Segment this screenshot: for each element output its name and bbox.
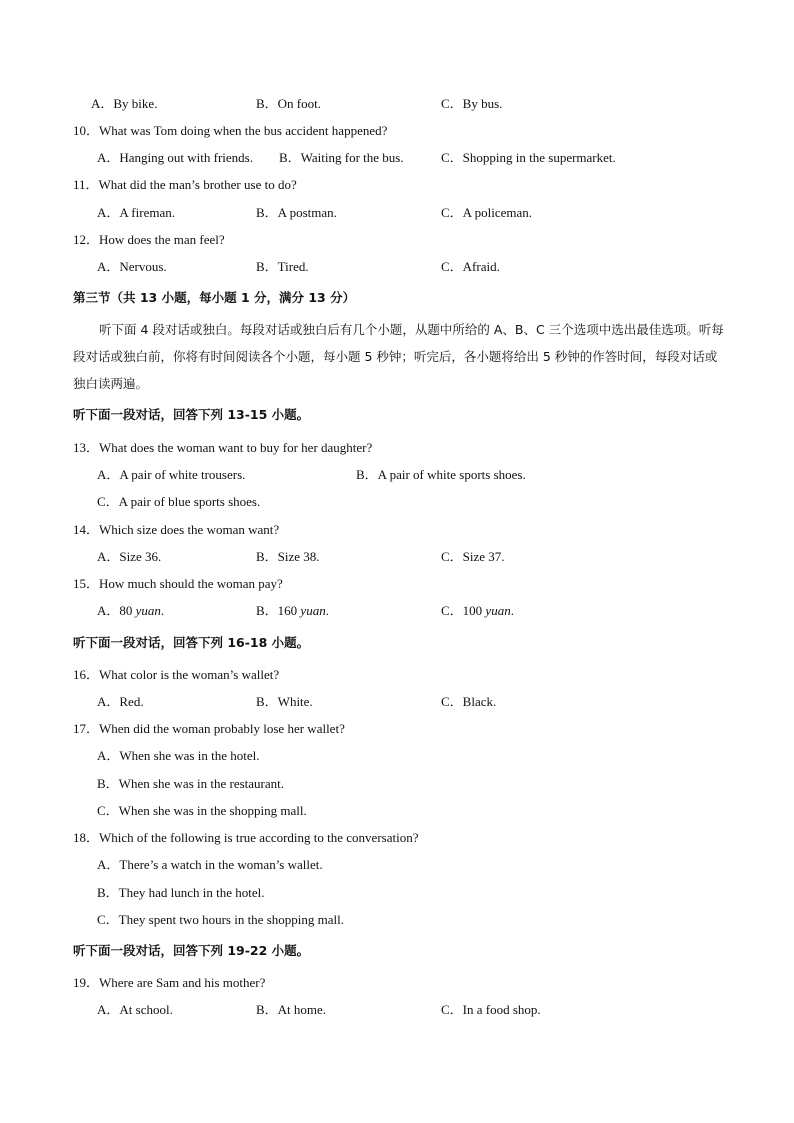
option-a: A．Size 36. <box>97 549 162 564</box>
unit-yuan: yuan <box>485 603 511 618</box>
option-c: C．Shopping in the supermarket. <box>441 150 616 165</box>
option-a: A．A fireman. <box>97 205 175 220</box>
question-stem: 18．Which of the following is true according to the conversation? <box>73 830 419 845</box>
section-title: 第三节（共 13 小题，每小题 1 分，满分 13 分） <box>73 290 356 305</box>
option-c: C．Size 37. <box>441 549 505 564</box>
option-c: C．Black. <box>441 694 497 709</box>
option-b: B．When she was in the restaurant. <box>97 776 285 791</box>
question-stem: 15．How much should the woman pay? <box>73 576 283 591</box>
unit-yuan: yuan <box>300 603 326 618</box>
option-c: C．A pair of blue sports shoes. <box>97 494 261 509</box>
option-b: B．On foot. <box>256 96 322 111</box>
option-a: A．There’s a watch in the woman’s wallet. <box>97 857 323 872</box>
question-stem: 11．What did the man’s brother use to do? <box>73 177 297 192</box>
question-stem: 19．Where are Sam and his mother? <box>73 975 266 990</box>
option-b: B．Size 38. <box>256 549 320 564</box>
question-stem: 14．Which size does the woman want? <box>73 522 280 537</box>
option-a: A．A pair of white trousers. <box>97 467 246 482</box>
period: . <box>160 603 165 618</box>
option-b: B．Waiting for the bus. <box>279 150 404 165</box>
option-prefix: C．100 <box>441 603 486 618</box>
option-b: B．They had lunch in the hotel. <box>97 885 265 900</box>
option-a: A．Nervous. <box>97 259 167 274</box>
section-instructions: 听下面 4 段对话或独白。每段对话或独白后有几个小题，从题中所给的 A、B、C 三个选项中选出最佳选项。听每段对话或独白前，你将有时间阅读各个小题，每小题 5 秒钟；听完后，各小题将给出 5 秒钟的作答时间，每段对话或独白读两遍。 <box>73 322 724 391</box>
unit-yuan: yuan <box>135 603 161 618</box>
group-heading: 听下面一段对话，回答下列 16-18 小题。 <box>73 635 310 650</box>
option-c: C．In a food shop. <box>441 1002 541 1017</box>
option-prefix: B．160 <box>256 603 301 618</box>
option-b: B．At home. <box>256 1002 327 1017</box>
period: . <box>325 603 329 618</box>
option-c: C．A policeman. <box>441 205 532 220</box>
question-stem: 12．How does the man feel? <box>73 232 225 247</box>
option-b: B．Tired. <box>256 259 309 274</box>
option-b: B．A pair of white sports shoes. <box>356 467 526 482</box>
option-a: A．By bike. <box>91 96 158 111</box>
option-b: B．White. <box>256 694 313 709</box>
question-stem: 10．What was Tom doing when the bus accident happened? <box>73 123 388 138</box>
option-a: A．Red. <box>97 694 144 709</box>
group-heading: 听下面一段对话，回答下列 13-15 小题。 <box>73 407 310 422</box>
question-stem: 16．What color is the woman’s wallet? <box>73 667 280 682</box>
group-heading: 听下面一段对话，回答下列 19-22 小题。 <box>73 943 310 958</box>
option-b: B．A postman. <box>256 205 337 220</box>
option-prefix: A．80 <box>97 603 136 618</box>
option-c: C．They spent two hours in the shopping mall. <box>97 912 344 927</box>
option-c: C．When she was in the shopping mall. <box>97 803 307 818</box>
question-stem: 13．What does the woman want to buy for her daughter? <box>73 440 373 455</box>
option-c: C．Afraid. <box>441 259 500 274</box>
option-b <box>256 602 329 620</box>
option-c: C．By bus. <box>441 96 503 111</box>
question-stem: 17．When did the woman probably lose her wallet? <box>73 721 345 736</box>
option-c <box>441 602 514 620</box>
option-a: A．When she was in the hotel. <box>97 748 260 763</box>
option-a: A．Hanging out with friends. <box>97 150 253 165</box>
period: . <box>510 603 514 618</box>
option-a: A．At school. <box>97 1002 173 1017</box>
option-a <box>97 602 164 620</box>
